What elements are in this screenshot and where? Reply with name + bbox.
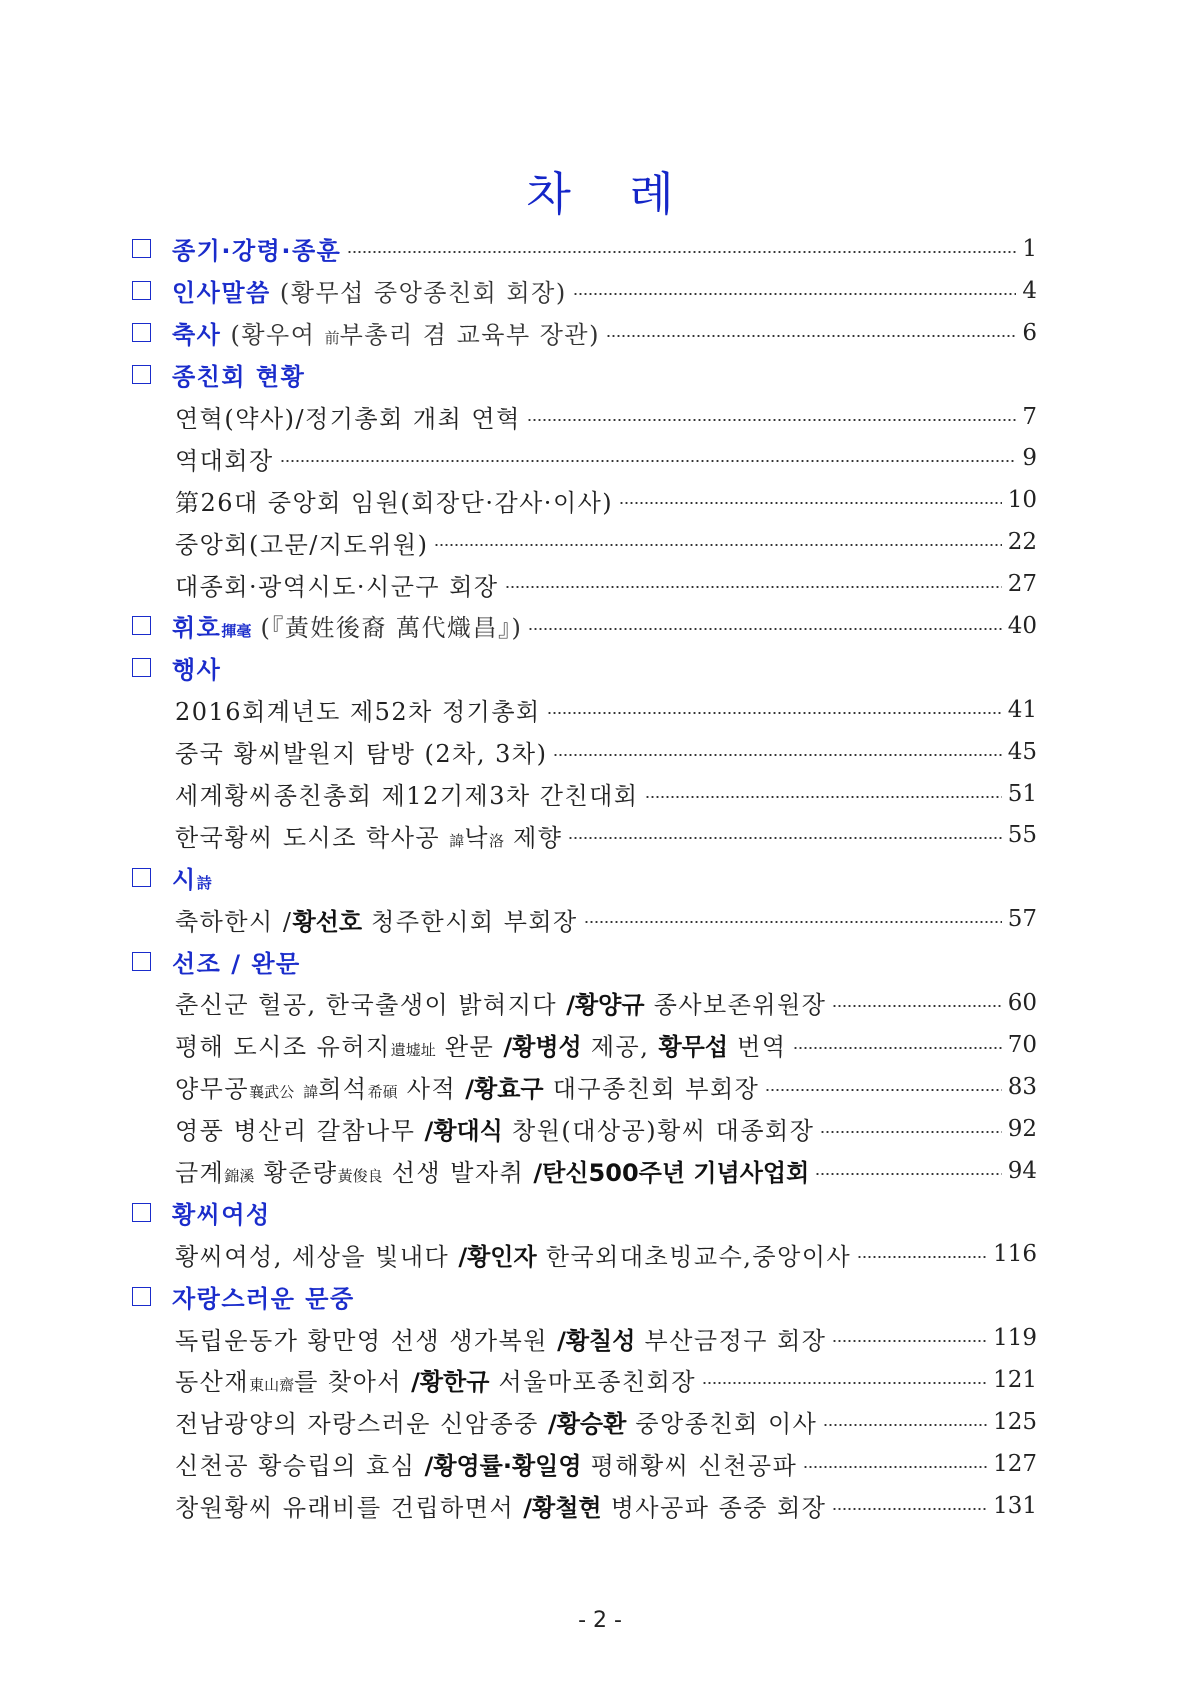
toc-entry-title: [172, 273, 567, 308]
toc-page-number: 10: [1007, 487, 1037, 514]
dot-leader: [568, 837, 1001, 839]
toc-entry-title: [172, 315, 600, 350]
toc-title-part: 행사: [172, 656, 222, 685]
toc-entry-title: [175, 985, 826, 1020]
toc-entry-row: [132, 898, 1037, 940]
toc-title-part: /황승환: [547, 1410, 627, 1439]
toc-title-part: 諱: [303, 1083, 319, 1102]
toc-title-part: 창원(대상공)황씨 대종회장: [502, 1117, 815, 1146]
dot-leader: [820, 1131, 1001, 1133]
toc-title-part: /황인자: [458, 1242, 537, 1271]
toc-title-part: 제공,: [581, 1033, 659, 1062]
toc-page-number: 127: [993, 1450, 1037, 1477]
toc-title-part: 황씨여성: [172, 1200, 271, 1229]
toc-section-row: [132, 270, 1037, 312]
toc-title-part: 遺墟址: [390, 1041, 436, 1060]
dot-leader: [528, 628, 1001, 630]
toc-entry-row: [132, 1066, 1037, 1108]
toc-title-part: 詩: [196, 873, 212, 892]
toc-title-part: 자랑스러운 문중: [172, 1284, 355, 1313]
toc-entry-row: [132, 1443, 1037, 1485]
toc-entry-title: [175, 1404, 817, 1439]
dot-leader: [434, 544, 1001, 546]
toc-title-part: 축사: [172, 321, 222, 350]
toc-entry-row: [132, 563, 1037, 605]
toc-page-number: 60: [1007, 989, 1037, 1016]
toc-title-part: 서울마포종친회장: [489, 1368, 697, 1397]
toc-entry-title: [175, 1153, 809, 1188]
toc-section-row: [132, 856, 1037, 898]
toc-title-part: 완문: [435, 1033, 504, 1062]
toc-page-number: 131: [993, 1492, 1037, 1519]
toc-title-part: 대구종친회 부회장: [543, 1075, 760, 1104]
toc-title-part: (황우여: [221, 321, 325, 350]
toc-page-number: 1: [1022, 235, 1037, 262]
toc-title-part: 사적: [397, 1075, 466, 1104]
toc-title-part: /탄신500주년 기념사업회: [533, 1159, 810, 1188]
toc-title-part: 중앙회(고문/지도위원): [175, 530, 429, 559]
toc-entry-title: [175, 525, 428, 560]
toc-title-part: /황한규: [411, 1368, 490, 1397]
toc-title-part: 역대회장: [175, 446, 274, 475]
toc-entry-row: [132, 437, 1037, 479]
toc-entry-row: [132, 773, 1037, 815]
toc-entry-row: [132, 1359, 1037, 1401]
toc-page-number: 57: [1007, 906, 1037, 933]
dot-leader: [832, 1005, 1001, 1007]
dot-leader: [347, 251, 1016, 253]
toc-title-part: 영풍 병산리 갈참나무: [175, 1117, 425, 1146]
dot-leader: [553, 754, 1001, 756]
toc-entry-row: [132, 1150, 1037, 1192]
toc-entry-title: [175, 1446, 797, 1481]
toc-title-part: 희석: [318, 1075, 368, 1104]
toc-entry-title: [172, 1195, 271, 1230]
toc-entry-title: [175, 692, 541, 727]
toc-title-part: 를 찾아서: [294, 1368, 412, 1397]
toc-title-part: 希碩: [367, 1083, 398, 1102]
toc-page-number: 7: [1022, 403, 1037, 430]
dot-leader: [645, 796, 1002, 798]
toc-entry-title: [175, 1069, 759, 1104]
toc-title-part: 洛: [488, 831, 504, 850]
toc-title-part: 前: [324, 329, 340, 348]
toc-page-number: 92: [1007, 1115, 1037, 1142]
toc-section-row: [132, 647, 1037, 689]
toc-title-part: 황선호: [292, 907, 363, 936]
toc-entry-title: [175, 734, 547, 769]
page-title: 차 례: [526, 167, 674, 221]
toc-title-part: 병사공파 종중 회장: [601, 1494, 827, 1523]
toc-entry-title: [175, 1362, 696, 1397]
dot-leader: [857, 1256, 987, 1258]
toc-title-part: 황씨여성, 세상을 빛내다: [175, 1242, 459, 1271]
toc-title-part: 황무섭: [658, 1033, 729, 1062]
toc-title-part: /황칠성: [557, 1326, 636, 1355]
toc-title-part: 양무공: [175, 1075, 250, 1104]
toc-section-row: [132, 1275, 1037, 1317]
table-of-contents: [132, 228, 1037, 1527]
dot-leader: [702, 1382, 987, 1384]
toc-entry-title: [175, 1027, 787, 1062]
toc-title-part: 청주한시회 부회장: [362, 907, 578, 936]
toc-title-part: 휘호: [172, 614, 222, 643]
toc-section-row: [132, 1191, 1037, 1233]
toc-title-part: 종사보존위원장: [644, 991, 827, 1020]
toc-page-number: 116: [993, 1241, 1037, 1268]
toc-entry-title: [175, 399, 521, 434]
dot-leader: [280, 460, 1017, 462]
checkbox-square-icon: [132, 868, 151, 887]
toc-entry-title: [175, 818, 562, 853]
toc-page-number: 6: [1022, 319, 1037, 346]
toc-title-part: 평해황씨 신천공파: [581, 1452, 798, 1481]
toc-section-row: [132, 605, 1037, 647]
toc-entry-row: [132, 396, 1037, 438]
toc-entry-title: [175, 1321, 826, 1356]
dot-leader: [606, 335, 1016, 337]
toc-page-number: 94: [1007, 1157, 1037, 1184]
toc-page-number: 83: [1007, 1073, 1037, 1100]
toc-page-number: 125: [993, 1408, 1037, 1435]
toc-title-part: 신천공 황승립의 효심: [175, 1452, 425, 1481]
checkbox-square-icon: [132, 365, 151, 384]
toc-entry-row: [132, 521, 1037, 563]
toc-title-part: [294, 1075, 303, 1103]
toc-title-part: 襄武公: [249, 1083, 295, 1102]
toc-title-part: (황무섭 중앙종친회 회장): [270, 279, 567, 308]
toc-title-part: 한국황씨 도시조 학사공: [175, 823, 450, 852]
toc-title-part: 2016회계년도 제52차 정기총회: [175, 698, 541, 727]
toc-page-number: 51: [1007, 780, 1037, 807]
toc-entry-title: [172, 1279, 355, 1314]
toc-title-part: 번역: [728, 1033, 787, 1062]
page-number-footer: - 2 -: [578, 1608, 622, 1633]
toc-entry-row: [132, 982, 1037, 1024]
toc-entry-title: [175, 776, 639, 811]
toc-title-part: 錦溪: [224, 1167, 255, 1186]
toc-entry-row: [132, 1317, 1037, 1359]
toc-title-part: /황철현: [523, 1494, 602, 1523]
toc-entry-row: [132, 689, 1037, 731]
toc-title-part: /황병성: [503, 1033, 582, 1062]
toc-entry-title: [175, 902, 578, 937]
toc-page-number: 4: [1022, 277, 1037, 304]
dot-leader: [815, 1173, 1001, 1175]
toc-page-number: 119: [993, 1325, 1037, 1352]
toc-entry-row: [132, 731, 1037, 773]
toc-page-number: 55: [1007, 822, 1037, 849]
checkbox-square-icon: [132, 658, 151, 677]
dot-leader: [584, 921, 1002, 923]
toc-entry-title: [175, 567, 499, 602]
toc-entry-row: [132, 1024, 1037, 1066]
dot-leader: [547, 712, 1002, 714]
toc-page-number: 9: [1022, 445, 1037, 472]
toc-title-part: 선조 / 완문: [172, 949, 301, 978]
toc-entry-title: [172, 650, 221, 685]
toc-title-part: 중앙종친회 이사: [626, 1410, 818, 1439]
dot-leader: [793, 1047, 1002, 1049]
toc-entry-row: [132, 479, 1037, 521]
toc-title-part: /황양규: [566, 991, 645, 1020]
checkbox-square-icon: [132, 281, 151, 300]
toc-entry-title: [172, 860, 212, 895]
dot-leader: [505, 586, 1002, 588]
toc-title-part: 연혁(약사)/정기총회 개최 연혁: [175, 405, 521, 433]
toc-title-part: 黃俊良: [337, 1167, 383, 1186]
toc-page-number: 121: [993, 1366, 1037, 1393]
checkbox-square-icon: [132, 239, 151, 258]
toc-page-number: 27: [1007, 571, 1037, 598]
toc-title-part: 세계황씨종친총회 제12기제3차 간친대회: [175, 782, 639, 811]
checkbox-square-icon: [132, 1287, 151, 1306]
dot-leader: [832, 1340, 987, 1342]
toc-page-number: 22: [1007, 529, 1037, 556]
toc-title-part: 황준량: [254, 1159, 338, 1188]
toc-section-row: [132, 354, 1037, 396]
checkbox-square-icon: [132, 1203, 151, 1222]
toc-entry-title: [172, 944, 301, 979]
toc-title-part: 대종회·광역시도·시군구 회장: [175, 572, 499, 601]
toc-title-part: 금계: [175, 1159, 225, 1188]
toc-title-part: 한국외대초빙교수,중앙이사: [536, 1242, 852, 1271]
toc-entry-title: [175, 1237, 851, 1272]
toc-section-row: [132, 312, 1037, 354]
toc-title-part: 평해 도시조 유허지: [175, 1033, 391, 1062]
toc-title-part: 第26대 중앙회 임원(회장단·감사·이사): [175, 488, 614, 517]
toc-title-part: /황대식: [424, 1117, 503, 1146]
toc-title-part: 東山齋: [249, 1376, 295, 1395]
toc-entry-title: [175, 441, 274, 476]
toc-title-part: 인사말씀: [172, 279, 271, 308]
toc-entry-row: [132, 1485, 1037, 1527]
checkbox-square-icon: [132, 323, 151, 342]
toc-entry-row: [132, 814, 1037, 856]
toc-title-part: 종기·강령·종훈: [172, 237, 342, 266]
toc-page-number: 70: [1007, 1031, 1037, 1058]
dot-leader: [823, 1424, 987, 1426]
toc-title-part: 부산금정구 회장: [635, 1326, 827, 1355]
dot-leader: [803, 1466, 987, 1468]
toc-section-row: [132, 940, 1037, 982]
toc-title-part: 동산재: [175, 1368, 250, 1397]
toc-entry-title: [172, 231, 341, 266]
toc-title-part: 揮毫: [221, 622, 252, 641]
checkbox-square-icon: [132, 952, 151, 971]
toc-title-part: 축하한시 /: [175, 907, 293, 936]
toc-entry-title: [175, 1111, 814, 1146]
toc-title-part: (『黃姓後裔 萬代熾昌』): [251, 614, 523, 643]
toc-page-number: 45: [1007, 738, 1037, 765]
toc-title-part: 제향: [503, 823, 563, 852]
toc-title-part: 시: [172, 865, 197, 894]
dot-leader: [765, 1089, 1001, 1091]
toc-title-part: 독립운동가 황만영 선생 생가복원: [175, 1326, 558, 1355]
toc-entry-row: [132, 1108, 1037, 1150]
dot-leader: [832, 1508, 987, 1510]
dot-leader: [619, 502, 1002, 504]
toc-title-part: 선생 발자취: [382, 1159, 534, 1188]
toc-entry-row: [132, 1401, 1037, 1443]
checkbox-square-icon: [132, 616, 151, 635]
toc-title-part: 종친회 현황: [172, 363, 306, 392]
toc-title-part: 전남광양의 자랑스러운 신암종중: [175, 1410, 548, 1439]
toc-title-part: 중국 황씨발원지 탐방 (2차, 3차): [175, 740, 548, 769]
toc-title-part: 諱: [449, 831, 465, 850]
toc-title-part: 부총리 겸 교육부 장관): [339, 321, 600, 350]
dot-leader: [573, 293, 1017, 295]
toc-title-part: 춘신군 헐공, 한국출생이 밝혀지다: [175, 991, 567, 1020]
toc-page-number: 41: [1007, 696, 1037, 723]
toc-title-part: 창원황씨 유래비를 건립하면서: [175, 1494, 524, 1523]
dot-leader: [527, 419, 1017, 421]
toc-title-part: /황효구: [465, 1075, 544, 1104]
toc-entry-title: [172, 357, 305, 392]
toc-entry-title: [175, 1488, 826, 1523]
toc-entry-row: [132, 1233, 1037, 1275]
toc-entry-title: [172, 608, 522, 643]
toc-entry-title: [175, 483, 613, 518]
toc-title-part: /황영률·황일영: [424, 1452, 582, 1481]
toc-title-part: 낙: [464, 823, 489, 852]
toc-section-row: [132, 228, 1037, 270]
toc-page-number: 40: [1007, 612, 1037, 639]
